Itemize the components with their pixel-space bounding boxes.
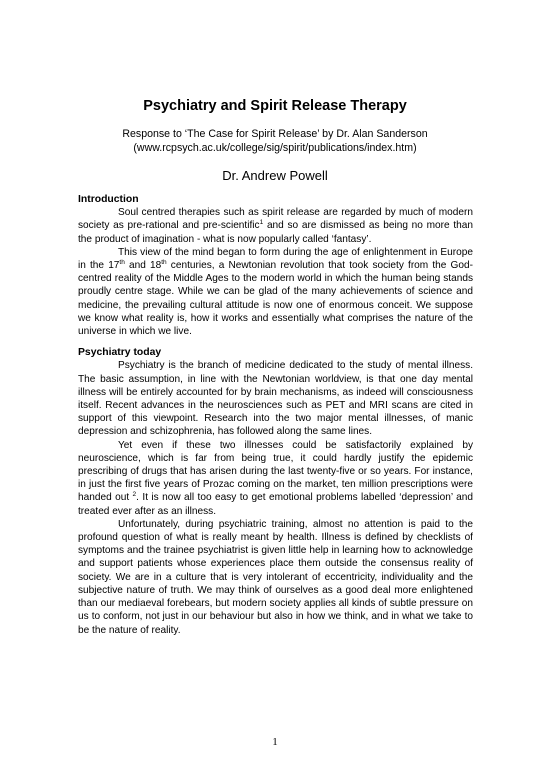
document-body xyxy=(78,193,473,637)
response-line xyxy=(0,128,550,155)
author-name: Dr. Andrew Powell xyxy=(222,168,328,183)
ordinal-superscript: th xyxy=(161,259,167,267)
intro-p1-text-b: and so are dismissed as being no more than the product of imagination - what is now popularly called ‘fantasy’. xyxy=(78,220,474,245)
footnote-ref-2: 2 xyxy=(132,491,137,499)
section-heading-psychiatry-today: Psychiatry today xyxy=(78,347,162,359)
ordinal-superscript: th xyxy=(119,259,125,267)
response-url: (www.rcpsych.ac.uk/college/sig/spirit/publications/index.htm) xyxy=(133,141,417,154)
section-heading-introduction: Introduction xyxy=(78,194,139,205)
footnote-ref-1: 1 xyxy=(259,219,264,227)
today-paragraph-1: Psychiatry is the branch of medicine dedicated to the study of mental illness. The basic assumption, in line with the Newtonian worldview, is that one day mental illness will be entirely accounted for by brain mechanisms, as indeed will consciousness itself. Recent advances in the neurosciences such as PET and MRI scans are cited in support of this viewpoint. Research into the two major mental illnesses, of manic depression and schizophrenia, has followed along the same lines. xyxy=(78,360,473,438)
intro-p2-text-a: This view of the mind began to form during the age of enlightenment in Europe in the 17 xyxy=(78,246,473,272)
intro-p1-text-a: Soul centred therapies such as spirit release are regarded by much of modern society as pre-rational and pre-scientific xyxy=(78,207,473,232)
today-paragraph-2 xyxy=(78,439,473,518)
response-citation: Response to ‘The Case for Spirit Release’ by Dr. Alan Sanderson xyxy=(122,128,428,140)
today-paragraph-3: Unfortunately, during psychiatric training, almost no attention is paid to the profound question of what is really meant by health. Illness is defined by checklists of symptoms and the trainee psychiatrist is given little help in learning how to acknowledge and support patients whose experiences place them outside the consensus reality of society. We are in a culture that is very intolerant of eccentricity, individuality and the subjective nature of truth. We may think of ourselves as a good deal more enlightened than our mediaeval forebears, but modern society applies all kinds of subtle pressure on us to conform, not just in our behaviour but also in how we think, and in what we take to be the nature of reality. xyxy=(78,518,473,636)
document-title: Psychiatry and Spirit Release Therapy xyxy=(143,98,407,114)
intro-p2-text-c: centuries, a Newtonian revolution that took society from the God-centred reality of the Middle Ages to the modern world in which the human being stands proudly centre stage. While we can be glad of the many achievements of science and medicine, the prevailing cultural attitude is now one of enormous conceit. We suppose we know what reality is, how it works and essentially what comprises the nature of the universe in which we live. xyxy=(78,260,473,338)
page-number: 1 xyxy=(272,736,278,748)
intro-paragraph-2 xyxy=(78,246,473,338)
intro-paragraph-1 xyxy=(78,206,473,246)
intro-p2-text-b: and 18 xyxy=(124,260,162,272)
today-p2-text-b: . It is now all too easy to get emotional problems labelled ‘depression’ and treated ever after as an illness. xyxy=(78,492,473,517)
today-p2-text-a: Yet even if these two illnesses could be satisfactorily explained by neuroscience, which is far from being true, it could hardly justify the epidemic prescribing of drugs that has arisen during the last twenty-five or so years. For instance, in just the first five years of Prozac coming on the market, ten million prescriptions were handed out xyxy=(78,439,473,504)
